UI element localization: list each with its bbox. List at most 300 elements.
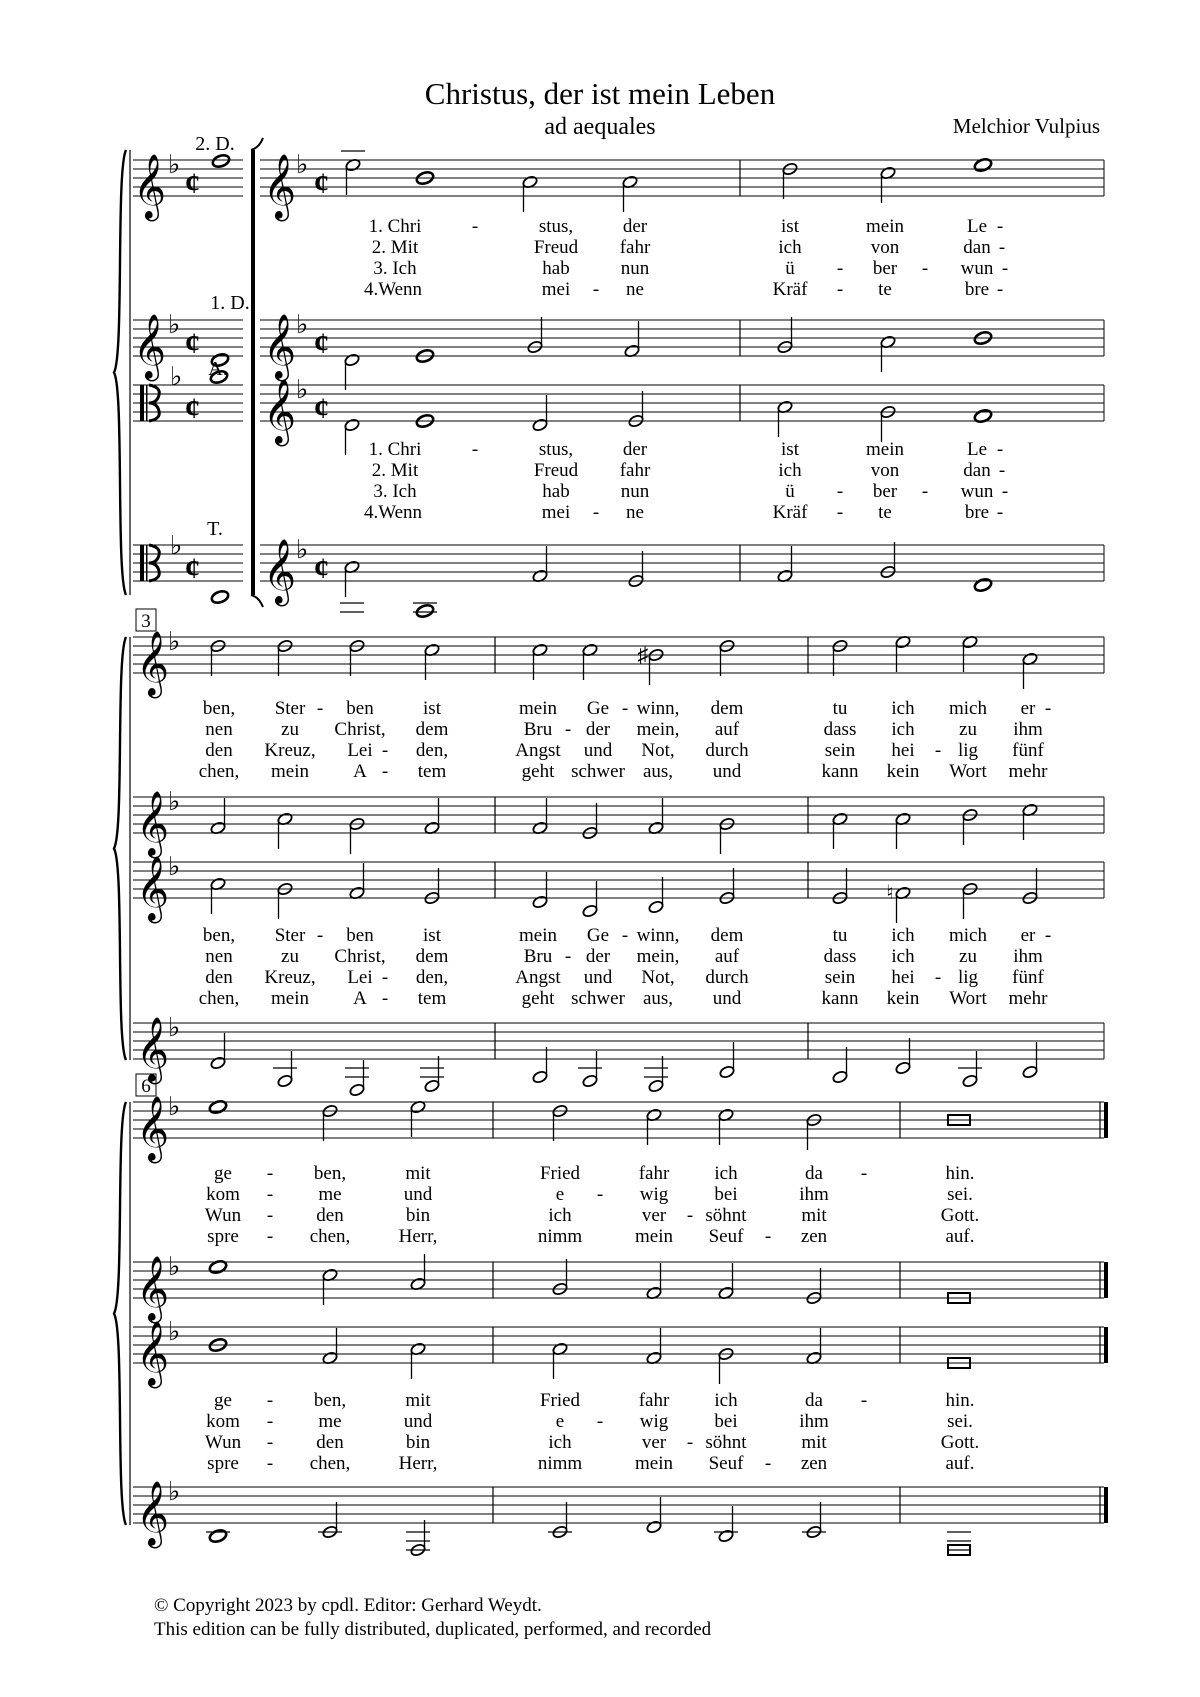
lyric-syllable: 4.Wenn bbox=[363, 502, 423, 523]
half-note bbox=[777, 317, 794, 354]
half-note bbox=[277, 812, 294, 849]
notehead bbox=[211, 153, 231, 169]
cut-time-icon: ¢ bbox=[185, 167, 200, 200]
lyric-syllable: sei. bbox=[947, 1184, 973, 1205]
clef-bar bbox=[140, 385, 144, 421]
system-brace bbox=[114, 637, 126, 1060]
lyric-syllable: Kreuz, bbox=[264, 967, 316, 988]
flat-accidental-icon: ♭ bbox=[168, 852, 181, 881]
half-note bbox=[582, 1051, 599, 1088]
half-note bbox=[646, 1497, 663, 1534]
half-note bbox=[962, 808, 979, 845]
notehead bbox=[277, 1074, 294, 1088]
lyric-syllable: ist bbox=[781, 216, 799, 237]
lyric-syllable: mehr bbox=[1008, 988, 1048, 1009]
lyric-syllable: stus, bbox=[538, 216, 574, 237]
lyric-syllable: 4.Wenn bbox=[363, 279, 423, 300]
lyric-syllable: mein bbox=[271, 761, 309, 782]
lyric-syllable: ich bbox=[891, 925, 915, 946]
lyric-syllable: - bbox=[836, 502, 844, 523]
lyric-syllable: und bbox=[583, 967, 613, 988]
treble-clef-icon: 𝄞 bbox=[263, 541, 297, 603]
lyric-syllable: Gott. bbox=[940, 1205, 980, 1226]
treble-clef-icon: 𝄞 bbox=[136, 793, 170, 855]
cut-time-icon: ¢ bbox=[185, 327, 200, 360]
treble-clef-icon: 𝄞 bbox=[136, 1019, 170, 1081]
treble-clef-icon: 𝄞 bbox=[263, 156, 297, 218]
lyric-syllable: tem bbox=[417, 988, 447, 1009]
lyric-syllable: - bbox=[596, 1411, 604, 1432]
half-note bbox=[1022, 803, 1039, 840]
half-note bbox=[648, 648, 665, 685]
half-note bbox=[410, 1342, 427, 1379]
lyric-syllable: mich bbox=[949, 925, 987, 946]
lyric-syllable: Freud bbox=[533, 460, 579, 481]
lyric-syllable: Herr, bbox=[398, 1453, 438, 1474]
lyric-syllable: Freud bbox=[533, 237, 579, 258]
half-note bbox=[527, 317, 544, 354]
lyric-syllable: bei bbox=[714, 1411, 738, 1432]
lyric-syllable: hab bbox=[542, 481, 570, 502]
lyric-syllable: Herr, bbox=[398, 1226, 438, 1247]
half-note bbox=[532, 1047, 549, 1084]
half-note bbox=[277, 1051, 294, 1088]
half-note bbox=[582, 803, 599, 840]
lyric-syllable: ben, bbox=[313, 1163, 347, 1184]
half-note bbox=[322, 1328, 339, 1365]
lyric-syllable: und bbox=[712, 761, 742, 782]
half-note bbox=[424, 868, 441, 905]
notehead bbox=[208, 1528, 228, 1544]
notehead bbox=[532, 1070, 549, 1084]
lyric-syllable: den bbox=[316, 1432, 344, 1453]
lyric-syllable: Le bbox=[966, 439, 988, 460]
lyric-syllable: Seuf bbox=[708, 1226, 744, 1247]
lyric-syllable: Wun bbox=[204, 1205, 242, 1226]
lyric-syllable: A bbox=[353, 988, 367, 1009]
lyric-syllable: bin bbox=[405, 1432, 431, 1453]
half-note bbox=[718, 1347, 735, 1384]
composer-name: Melchior Vulpius bbox=[952, 114, 1100, 138]
lyric-syllable: - bbox=[621, 925, 629, 946]
lyric-syllable: chen, bbox=[309, 1453, 351, 1474]
lyric-syllable: - bbox=[381, 740, 389, 761]
half-note bbox=[628, 551, 645, 588]
lyric-syllable: - bbox=[564, 946, 572, 967]
lyric-syllable: Wort bbox=[949, 761, 987, 782]
notehead bbox=[344, 353, 361, 367]
treble-clef-icon: 𝄞 bbox=[136, 1323, 170, 1385]
half-note bbox=[349, 639, 366, 676]
lyric-syllable: und bbox=[712, 988, 742, 1009]
lyric-syllable: hin. bbox=[945, 1390, 975, 1411]
half-note bbox=[832, 868, 849, 905]
lyric-syllable: und bbox=[403, 1184, 433, 1205]
lyric-syllable: ich bbox=[891, 719, 915, 740]
half-note bbox=[777, 546, 794, 583]
voice-label: T. bbox=[207, 518, 223, 540]
lyric-syllable: - bbox=[836, 481, 844, 502]
lyric-syllable: e bbox=[555, 1411, 565, 1432]
lyric-syllable: ihm bbox=[799, 1184, 829, 1205]
lyric-syllable: A bbox=[353, 761, 367, 782]
lyric-syllable: lig bbox=[957, 740, 979, 761]
half-note bbox=[719, 639, 736, 676]
lyric-syllable: - bbox=[266, 1205, 274, 1226]
treble-clef-icon: 𝄞 bbox=[136, 1483, 170, 1545]
half-note bbox=[552, 1502, 569, 1539]
lyric-syllable: - bbox=[686, 1205, 694, 1226]
lyric-syllable: - bbox=[1044, 925, 1052, 946]
lyric-syllable: spre bbox=[207, 1226, 239, 1247]
lyric-syllable: - bbox=[266, 1432, 274, 1453]
half-note bbox=[410, 1100, 427, 1137]
half-note bbox=[210, 798, 227, 835]
lyric-syllable: dem bbox=[710, 925, 744, 946]
lyric-syllable: - bbox=[592, 279, 600, 300]
half-note bbox=[210, 877, 227, 914]
lyric-syllable: Ge bbox=[586, 698, 610, 719]
lyric-syllable: - bbox=[860, 1390, 868, 1411]
bracket-hook bbox=[251, 138, 263, 150]
half-note bbox=[410, 1520, 427, 1557]
lyric-syllable: kein bbox=[886, 761, 920, 782]
lyric-syllable: Fried bbox=[539, 1390, 581, 1411]
lyric-syllable: - bbox=[1044, 698, 1052, 719]
half-note bbox=[648, 798, 665, 835]
lyric-syllable: sein bbox=[824, 740, 856, 761]
lyric-syllable: mit bbox=[405, 1163, 431, 1184]
lyric-syllable: mit bbox=[801, 1432, 827, 1453]
lyric-syllable: ben, bbox=[313, 1390, 347, 1411]
lyric-syllable: nen bbox=[205, 946, 233, 967]
lyric-syllable: tem bbox=[417, 761, 447, 782]
notehead bbox=[415, 603, 435, 619]
treble-clef-icon: 𝄞 bbox=[133, 156, 167, 218]
notehead bbox=[210, 1056, 227, 1070]
lyric-syllable: bre bbox=[964, 502, 990, 523]
lyric-syllable: - bbox=[381, 967, 389, 988]
half-note bbox=[349, 1060, 366, 1097]
flat-accidental-icon: ♭ bbox=[170, 362, 183, 391]
lyric-syllable: Ster bbox=[274, 925, 306, 946]
half-note bbox=[532, 872, 549, 909]
half-note bbox=[777, 400, 794, 437]
notehead bbox=[532, 418, 549, 432]
lyric-syllable: - bbox=[860, 1163, 868, 1184]
half-note bbox=[719, 817, 736, 854]
lyric-syllable: - bbox=[266, 1390, 274, 1411]
lyric-syllable: ist bbox=[423, 698, 441, 719]
notehead bbox=[973, 577, 993, 593]
lyric-syllable: te bbox=[878, 279, 892, 300]
lyric-syllable: mit bbox=[801, 1205, 827, 1226]
half-note bbox=[410, 1254, 427, 1291]
lyric-syllable: hei bbox=[891, 967, 915, 988]
lyric-syllable: Kräf bbox=[772, 279, 808, 300]
lyric-syllable: ich bbox=[891, 946, 915, 967]
lyric-syllable: chen, bbox=[309, 1226, 351, 1247]
flat-accidental-icon: ♭ bbox=[296, 375, 309, 404]
lyric-syllable: Lei bbox=[347, 967, 373, 988]
lyric-syllable: ihm bbox=[1013, 946, 1043, 967]
half-note bbox=[962, 1051, 979, 1088]
lyric-syllable: Christ, bbox=[334, 946, 386, 967]
cut-time-icon: ¢ bbox=[314, 167, 329, 200]
system-brace bbox=[114, 1102, 126, 1525]
lyric-syllable: geht bbox=[521, 761, 555, 782]
lyric-syllable: den bbox=[316, 1205, 344, 1226]
lyric-syllable: ich bbox=[891, 698, 915, 719]
lyric-syllable: - bbox=[471, 439, 479, 460]
lyric-syllable: söhnt bbox=[705, 1205, 747, 1226]
lyric-syllable: - bbox=[686, 1432, 694, 1453]
lyric-syllable: winn, bbox=[636, 925, 680, 946]
notehead bbox=[582, 904, 599, 918]
lyric-syllable: - bbox=[1001, 258, 1009, 279]
lyric-syllable: - bbox=[996, 216, 1004, 237]
lyric-syllable: 1. Chri bbox=[368, 216, 422, 237]
lyric-syllable: Fried bbox=[539, 1163, 581, 1184]
half-note bbox=[344, 418, 361, 455]
lyric-syllable: chen, bbox=[198, 761, 240, 782]
lyric-syllable: - bbox=[934, 967, 942, 988]
notehead bbox=[962, 1074, 979, 1088]
lyric-syllable: ist bbox=[781, 439, 799, 460]
half-note bbox=[424, 643, 441, 680]
lyric-syllable: kein bbox=[886, 988, 920, 1009]
treble-clef-icon: 𝄞 bbox=[136, 1258, 170, 1320]
cut-time-icon: ¢ bbox=[314, 552, 329, 585]
lyric-syllable: - bbox=[996, 439, 1004, 460]
lyric-syllable: - bbox=[996, 502, 1004, 523]
half-note bbox=[880, 335, 897, 372]
lyric-syllable: ich bbox=[778, 237, 802, 258]
half-note bbox=[424, 798, 441, 835]
lyric-syllable: der bbox=[585, 946, 611, 967]
lyric-syllable: der bbox=[585, 719, 611, 740]
notehead bbox=[1022, 1065, 1039, 1079]
lyric-syllable: zu bbox=[959, 719, 977, 740]
lyric-syllable: - bbox=[921, 481, 929, 502]
lyric-syllable: dem bbox=[710, 698, 744, 719]
half-note bbox=[552, 1342, 569, 1379]
lyric-syllable: ver bbox=[641, 1205, 667, 1226]
lyric-syllable: 1. Chri bbox=[368, 439, 422, 460]
lyric-syllable: bei bbox=[714, 1184, 738, 1205]
lyric-syllable: auf. bbox=[945, 1226, 975, 1247]
flat-accidental-icon: ♭ bbox=[168, 150, 181, 179]
half-note bbox=[895, 1038, 912, 1075]
lyric-syllable: ich bbox=[778, 460, 802, 481]
treble-clef-icon: 𝄞 bbox=[263, 316, 297, 378]
lyric-syllable: dass bbox=[823, 946, 857, 967]
half-note bbox=[962, 882, 979, 919]
lyric-syllable: mein bbox=[635, 1226, 673, 1247]
lyric-syllable: dan bbox=[963, 237, 991, 258]
lyric-syllable: bre bbox=[964, 279, 990, 300]
half-note bbox=[532, 395, 549, 432]
half-note bbox=[322, 1268, 339, 1305]
half-note bbox=[532, 643, 549, 680]
lyric-syllable: zu bbox=[281, 719, 299, 740]
half-note bbox=[349, 863, 366, 900]
lyric-syllable: - bbox=[621, 698, 629, 719]
half-note bbox=[1022, 868, 1039, 905]
notehead bbox=[719, 1065, 736, 1079]
lyric-syllable: wun bbox=[960, 258, 994, 279]
lyric-syllable: kom bbox=[206, 1184, 240, 1205]
flat-accidental-icon: ♭ bbox=[296, 310, 309, 339]
half-note bbox=[532, 546, 549, 583]
lyric-syllable: Wun bbox=[204, 1432, 242, 1453]
lyric-syllable: Ster bbox=[274, 698, 306, 719]
notehead bbox=[718, 1529, 735, 1543]
lyric-syllable: nimm bbox=[537, 1226, 583, 1247]
flat-accidental-icon: ♭ bbox=[168, 310, 181, 339]
lyric-syllable: - bbox=[471, 216, 479, 237]
lyric-syllable: Christ, bbox=[334, 719, 386, 740]
lyric-syllable: den, bbox=[415, 740, 449, 761]
lyric-syllable: ge bbox=[214, 1163, 232, 1184]
lyric-syllable: wun bbox=[960, 481, 994, 502]
lyric-syllable: mein, bbox=[636, 946, 680, 967]
flat-accidental-icon: ♭ bbox=[168, 627, 181, 656]
lyric-syllable: mein bbox=[519, 698, 557, 719]
notehead bbox=[646, 1520, 663, 1534]
half-note bbox=[532, 798, 549, 835]
lyric-syllable: Seuf bbox=[708, 1453, 744, 1474]
lyric-syllable: Angst bbox=[515, 740, 561, 761]
half-note bbox=[646, 1108, 663, 1145]
half-note bbox=[806, 1502, 823, 1539]
notehead bbox=[832, 1070, 849, 1084]
system-brace bbox=[114, 150, 126, 595]
half-note bbox=[895, 635, 912, 672]
lyric-syllable: kann bbox=[821, 988, 859, 1009]
lyric-syllable: me bbox=[318, 1411, 342, 1432]
half-note bbox=[962, 635, 979, 672]
voice-label: A. bbox=[208, 358, 228, 380]
notehead bbox=[210, 589, 230, 605]
lyric-syllable: mein bbox=[271, 988, 309, 1009]
lyric-syllable: - bbox=[934, 740, 942, 761]
lyric-syllable: spre bbox=[207, 1453, 239, 1474]
flat-accidental-icon: ♭ bbox=[296, 150, 309, 179]
lyric-syllable: auf bbox=[714, 719, 740, 740]
lyric-syllable: ist bbox=[423, 925, 441, 946]
half-note bbox=[880, 166, 897, 203]
cut-time-icon: ¢ bbox=[314, 327, 329, 360]
lyric-syllable: nen bbox=[205, 719, 233, 740]
notehead bbox=[349, 1083, 366, 1097]
half-note bbox=[782, 162, 799, 199]
half-note bbox=[880, 405, 897, 442]
lyric-syllable: fahr bbox=[619, 460, 651, 481]
lyric-syllable: ich bbox=[548, 1432, 572, 1453]
lyric-syllable: fünf bbox=[1012, 740, 1044, 761]
lyric-syllable: - bbox=[266, 1184, 274, 1205]
lyric-syllable: 2. Mit bbox=[371, 237, 419, 258]
lyric-syllable: ihm bbox=[1013, 719, 1043, 740]
half-note bbox=[648, 877, 665, 914]
score-title: Christus, der ist mein Leben bbox=[424, 76, 776, 111]
lyric-syllable: Kräf bbox=[772, 502, 808, 523]
lyric-syllable: mei bbox=[541, 279, 571, 300]
lyric-syllable: fahr bbox=[638, 1163, 670, 1184]
half-note bbox=[719, 868, 736, 905]
lyric-syllable: mein bbox=[635, 1453, 673, 1474]
lyric-syllable: und bbox=[403, 1411, 433, 1432]
half-note bbox=[628, 391, 645, 428]
lyric-syllable: zen bbox=[800, 1453, 828, 1474]
lyric-syllable: dass bbox=[823, 719, 857, 740]
lyric-syllable: - bbox=[266, 1163, 274, 1184]
lyric-syllable: Ge bbox=[586, 925, 610, 946]
lyric-syllable: Wort bbox=[949, 988, 987, 1009]
cut-time-icon: ¢ bbox=[185, 552, 200, 585]
half-note bbox=[1022, 652, 1039, 689]
lyric-syllable: zen bbox=[800, 1226, 828, 1247]
lyric-syllable: ne bbox=[626, 502, 644, 523]
lyric-syllable: schwer bbox=[571, 988, 625, 1009]
half-note bbox=[718, 1506, 735, 1543]
lyric-syllable: dem bbox=[415, 719, 449, 740]
lyric-syllable: nimm bbox=[537, 1453, 583, 1474]
lyric-syllable: - bbox=[996, 279, 1004, 300]
half-note bbox=[622, 175, 639, 212]
lyric-syllable: da bbox=[805, 1390, 823, 1411]
lyric-syllable: ich bbox=[714, 1390, 738, 1411]
lyric-syllable: nun bbox=[620, 481, 650, 502]
lyric-syllable: kann bbox=[821, 761, 859, 782]
lyric-syllable: ben, bbox=[202, 925, 236, 946]
half-note bbox=[718, 1108, 735, 1145]
whole-note bbox=[415, 603, 435, 619]
lyric-syllable: - bbox=[764, 1453, 772, 1474]
lyric-syllable: ver bbox=[641, 1432, 667, 1453]
lyric-syllable: ber bbox=[872, 258, 898, 279]
notehead bbox=[582, 1074, 599, 1088]
lyric-syllable: e bbox=[555, 1184, 565, 1205]
lyric-syllable: ü bbox=[785, 481, 795, 502]
lyric-syllable: - bbox=[266, 1226, 274, 1247]
lyric-syllable: von bbox=[870, 237, 900, 258]
half-note bbox=[832, 812, 849, 849]
lyric-syllable: hei bbox=[891, 740, 915, 761]
lyric-syllable: aus, bbox=[642, 988, 674, 1009]
lyric-syllable: mei bbox=[541, 502, 571, 523]
flat-accidental-icon: ♭ bbox=[296, 535, 309, 564]
lyric-syllable: lig bbox=[957, 967, 979, 988]
half-note bbox=[552, 1104, 569, 1141]
lyric-syllable: 3. Ich bbox=[373, 258, 417, 279]
lyric-syllable: sei. bbox=[947, 1411, 973, 1432]
measure-number: 6 bbox=[141, 1076, 151, 1097]
lyric-syllable: Le bbox=[966, 216, 988, 237]
lyric-syllable: den bbox=[205, 740, 233, 761]
lyric-syllable: mehr bbox=[1008, 761, 1048, 782]
lyric-syllable: zu bbox=[281, 946, 299, 967]
half-note bbox=[1022, 1042, 1039, 1079]
lyric-syllable: da bbox=[805, 1163, 823, 1184]
lyric-syllable: ich bbox=[714, 1163, 738, 1184]
lyric-syllable: von bbox=[870, 460, 900, 481]
lyric-syllable: mich bbox=[949, 698, 987, 719]
flat-accidental-icon: ♭ bbox=[168, 1317, 181, 1346]
notehead bbox=[648, 900, 665, 914]
dotted-note bbox=[345, 158, 362, 195]
